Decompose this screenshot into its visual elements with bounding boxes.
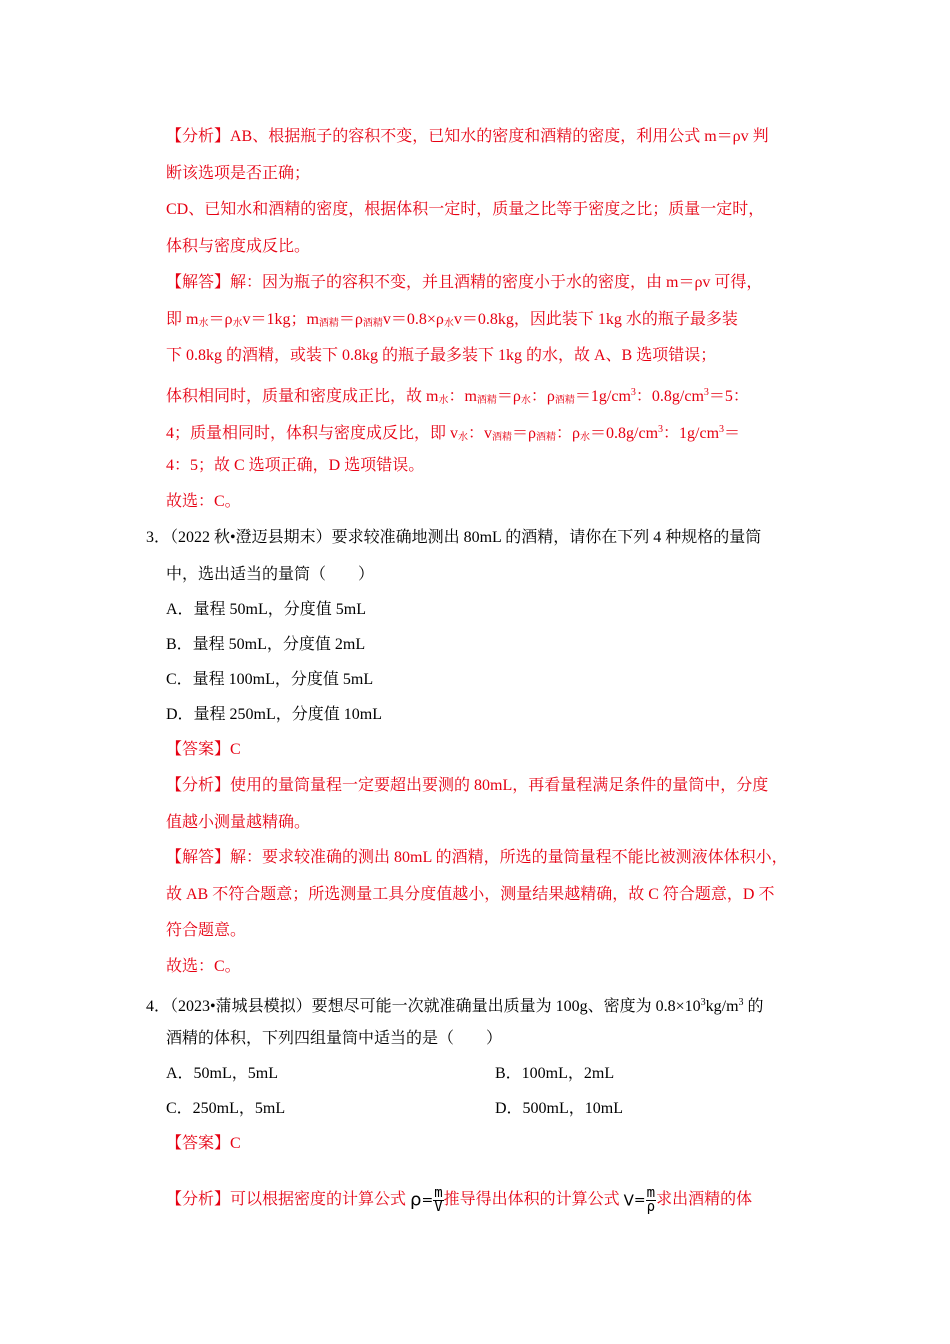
text: 即 m [166,311,199,328]
text: 【分析】可以根据密度的计算公式 [166,1191,411,1208]
analysis-line-2: 断该选项是否正确； [166,165,311,182]
text: ＝5： [708,388,749,405]
question-3-option-b: B．量程 50mL，分度值 2mL [166,636,366,653]
text: 4；质量相同时，体积与密度成反比，即 v [166,425,459,442]
text: ：0.8g/cm [635,388,704,405]
question-3-analysis-line-1: 【分析】使用的量筒量程一定要超出要测的 80mL，再看量程满足条件的量筒中，分度 [166,777,769,794]
text: ：m [448,388,477,405]
question-3-option-d: D．量程 250mL，分度值 10mL [166,706,382,723]
solution-line-6: 4：5；故 C 选项正确，D 选项错误。 [166,457,425,474]
subscript: 水 [520,395,531,406]
analysis-line-4: 体积与密度成反比。 [166,238,311,255]
subscript: 酒精 [536,432,557,443]
question-4-option-b: B．100mL，2mL [495,1065,615,1082]
analysis-line-3: CD、已知水和酒精的密度，根据体积一定时，质量之比等于密度之比；质量一定时， [166,201,765,218]
superscript: 3 [738,997,744,1008]
text: 的 [743,998,764,1015]
text: ＝0.8g/cm [590,425,659,442]
text: kg/m [705,998,739,1015]
subscript: 水 [232,318,243,329]
text: 4．（2023•蒲城县模拟）要想尽可能一次就准确量出质量为 100g、密度为 0.8×10 [146,998,701,1015]
text: ：ρ [556,425,581,442]
question-4-option-d: D．500mL，10mL [495,1100,623,1117]
solution-line-3: 下 0.8kg 的酒精，或装下 0.8kg 的瓶子最多装下 1kg 的水，故 A、B 选项错误； [166,347,717,364]
subscript: 水 [458,432,469,443]
superscript: 3 [700,997,706,1008]
question-4-option-a: A．50mL，5mL [166,1065,278,1082]
text: v＝0.8×ρ [382,311,444,328]
formula-lhs: V [623,1191,634,1210]
formula-equals: = [421,1192,434,1209]
volume-formula [623,1184,656,1215]
formula-lhs: ρ [410,1189,422,1211]
solution-line-4 [166,383,749,411]
fraction-denominator: ρ [646,1198,656,1215]
question-3-solution-line-3: 符合题意。 [166,922,247,939]
question-3-solution-line-1: 【解答】解：要求较准确的测出 80mL 的酒精，所选的量筒量程不能比被测液体体积小， [166,849,788,866]
superscript: 3 [630,387,636,398]
question-3-option-a: A．量程 50mL，分度值 5mL [166,601,366,618]
superscript: 3 [703,387,709,398]
text: ＝ρ [338,311,363,328]
subscript: 水 [580,432,591,443]
formula-fraction [646,1184,656,1215]
solution-line-1: 【解答】解：因为瓶子的容积不变，并且酒精的密度小于水的密度，由 m＝ρv 可得， [166,274,763,291]
question-3-analysis-line-2: 值越小测量越精确。 [166,814,311,831]
text: ＝ρ [512,425,537,442]
text: ：v [468,425,493,442]
fraction-denominator: V [434,1198,443,1215]
text: ＝1g/cm [574,388,631,405]
subscript: 酒精 [476,395,497,406]
text: 求出酒精的体 [656,1191,753,1208]
question-4-analysis-line-1 [166,1180,752,1220]
text: ＝ [724,425,741,442]
text: 体积相同时，质量和密度成正比，故 m [166,388,439,405]
question-3-conclusion: 故选：C。 [166,958,241,975]
fraction-numerator: m [646,1184,656,1201]
question-4-option-c: C．250mL，5mL [166,1100,286,1117]
text: v＝0.8kg，因此装下 1kg 水的瓶子最多装 [453,311,738,328]
text: 推导得出体积的计算公式 [443,1191,624,1208]
question-4-stem-line-1 [146,993,764,1017]
question-3-stem-line-1: 3．（2022 秋•澄迈县期末）要求较准确地测出 80mL 的酒精，请你在下列 4 种规格的量筒 [146,529,762,546]
subscript: 酒精 [362,318,383,329]
density-formula [410,1184,444,1215]
question-3-stem-line-2: 中，选出适当的量筒（ ） [166,566,375,583]
question-4-stem-line-2: 酒精的体积，下列四组量筒中适当的是（ ） [166,1030,503,1047]
superscript: 3 [719,424,725,435]
subscript: 酒精 [492,432,513,443]
question-3-answer: 【答案】C [166,741,241,758]
formula-fraction [433,1184,443,1215]
text: v＝1kg；m [242,311,319,328]
text: ＝ρ [208,311,233,328]
subscript: 水 [198,318,209,329]
text: ：1g/cm [663,425,720,442]
text: ：ρ [530,388,555,405]
subscript: 水 [443,318,454,329]
question-4-answer: 【答案】C [166,1135,241,1152]
solution-line-5 [166,420,740,448]
solution-line-2 [166,310,738,334]
fraction-numerator: m [434,1184,443,1201]
text: ＝ρ [496,388,521,405]
subscript: 酒精 [318,318,339,329]
question-3-solution-line-2: 故 AB 不符合题意；所选测量工具分度值越小，测量结果越精确，故 C 符合题意，D 不 [166,886,775,903]
subscript: 酒精 [554,395,575,406]
superscript: 3 [658,424,664,435]
solution-conclusion: 故选：C。 [166,493,241,510]
analysis-line-1: 【分析】AB、根据瓶子的容积不变，已知水的密度和酒精的密度，利用公式 m＝ρv 判 [166,128,769,145]
subscript: 水 [438,395,449,406]
question-3-option-c: C．量程 100mL，分度值 5mL [166,671,374,688]
formula-equals: = [633,1192,646,1209]
